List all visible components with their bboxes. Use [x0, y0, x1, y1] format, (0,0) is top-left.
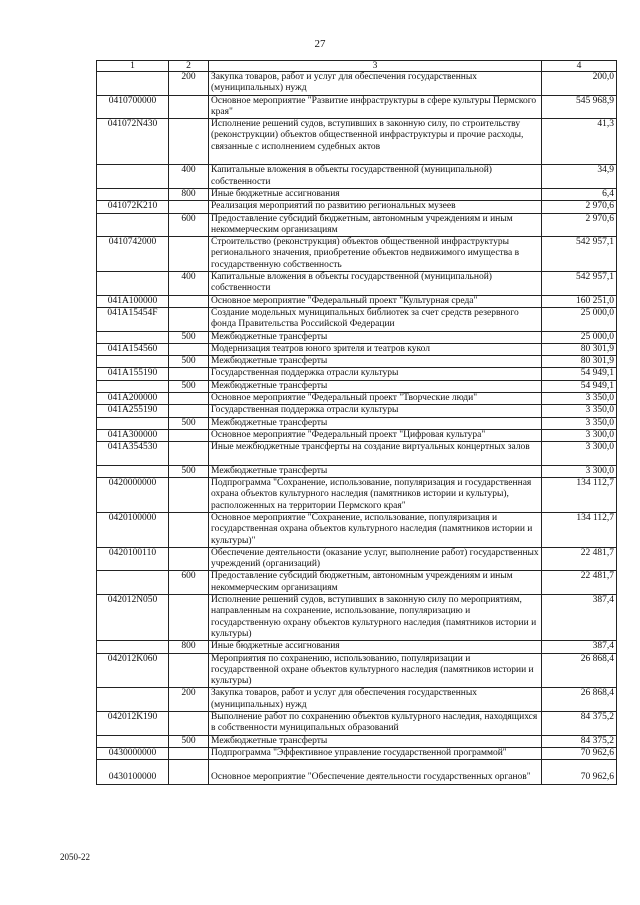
table-row [97, 735, 617, 747]
row-name-cell: Мероприятия по сохранению, использованию, популяризации и государственной охране объектов культурного наследия (памятников истории и культуры) [209, 653, 542, 688]
header-cell: 2 [169, 61, 209, 72]
row-code-cell: 041A255190 [97, 405, 169, 417]
row-type-cell [169, 595, 209, 641]
row-code-cell: 0430000000 [97, 747, 169, 759]
row-type-cell [169, 653, 209, 688]
row-code-cell: 042012N050 [97, 595, 169, 641]
row-name-cell: Предоставление субсидий бюджетным, автономным учреждениям и иным некоммерческим организациям [209, 213, 542, 237]
row-code-cell: 0420000000 [97, 478, 169, 513]
table-row [97, 547, 617, 571]
table-row [97, 512, 617, 547]
table-row [97, 295, 617, 307]
row-code-cell: 042012K190 [97, 712, 169, 736]
table-row [97, 380, 617, 392]
row-code-cell: 0420100000 [97, 512, 169, 547]
row-type-cell [169, 442, 209, 466]
row-code-cell [97, 272, 169, 296]
row-code-cell: 042012K060 [97, 653, 169, 688]
row-amount-cell: 54 949,1 [542, 380, 617, 392]
row-name-cell: Иные бюджетные ассигнования [209, 188, 542, 200]
table-row [97, 393, 617, 405]
row-name-cell: Межбюджетные трансферты [209, 380, 542, 392]
row-name-cell: Закупка товаров, работ и услуг для обеспечения государственных (муниципальных) нужд [209, 72, 542, 96]
table-row [97, 465, 617, 477]
row-code-cell: 041A200000 [97, 393, 169, 405]
row-amount-cell: 3 350,0 [542, 417, 617, 429]
row-code-cell [97, 735, 169, 747]
table-row [97, 688, 617, 712]
row-type-cell: 500 [169, 465, 209, 477]
row-name-cell: Закупка товаров, работ и услуг для обеспечения государственных (муниципальных) нужд [209, 688, 542, 712]
row-amount-cell: 542 957,1 [542, 237, 617, 272]
row-code-cell: 0430100000 [97, 760, 169, 784]
table-row [97, 343, 617, 355]
row-code-cell [97, 188, 169, 200]
row-code-cell: 041A300000 [97, 429, 169, 441]
table-row [97, 213, 617, 237]
row-name-cell: Межбюджетные трансферты [209, 331, 542, 343]
row-amount-cell: 80 301,9 [542, 356, 617, 368]
row-type-cell: 800 [169, 641, 209, 653]
table-header-row [97, 61, 617, 72]
row-name-cell: Основное мероприятие "Федеральный проект "Творческие люди" [209, 393, 542, 405]
row-type-cell [169, 429, 209, 441]
table-row [97, 641, 617, 653]
row-type-cell: 500 [169, 417, 209, 429]
row-amount-cell: 200,0 [542, 72, 617, 96]
row-amount-cell: 34,9 [542, 165, 617, 189]
table-row [97, 571, 617, 595]
row-amount-cell: 70 962,6 [542, 747, 617, 759]
row-amount-cell: 41,3 [542, 119, 617, 165]
table-row [97, 201, 617, 213]
row-amount-cell: 84 375,2 [542, 735, 617, 747]
row-name-cell: Иные бюджетные ассигнования [209, 641, 542, 653]
row-name-cell: Строительство (реконструкция) объектов общественной инфраструктуры регионального значения, приобретение объектов недвижимого имущества в государственную собственность [209, 237, 542, 272]
row-type-cell [169, 547, 209, 571]
row-amount-cell: 545 968,9 [542, 95, 617, 119]
row-name-cell: Капитальные вложения в объекты государственной (муниципальной) собственности [209, 165, 542, 189]
row-code-cell [97, 571, 169, 595]
row-amount-cell: 84 375,2 [542, 712, 617, 736]
row-type-cell [169, 237, 209, 272]
row-amount-cell: 22 481,7 [542, 547, 617, 571]
row-type-cell [169, 712, 209, 736]
table-row [97, 478, 617, 513]
row-name-cell: Капитальные вложения в объекты государственной (муниципальной) собственности [209, 272, 542, 296]
row-code-cell [97, 165, 169, 189]
table-row [97, 653, 617, 688]
row-name-cell: Исполнение решений судов, вступивших в законную силу по мероприятиям, направленным на сохранение, использование, популяризацию и государственную охрану объектов культурного наследия (памятников истории и культуры) [209, 595, 542, 641]
table-row [97, 760, 617, 784]
row-type-cell [169, 295, 209, 307]
row-amount-cell: 80 301,9 [542, 343, 617, 355]
table-row [97, 356, 617, 368]
row-type-cell: 600 [169, 571, 209, 595]
row-name-cell: Обеспечение деятельности (оказание услуг, выполнение работ) государственных учреждений (организаций) [209, 547, 542, 571]
row-code-cell [97, 417, 169, 429]
row-type-cell [169, 307, 209, 331]
header-cell: 4 [542, 61, 617, 72]
row-code-cell [97, 688, 169, 712]
row-name-cell: Основное мероприятие "Обеспечение деятельности государственных органов" [209, 760, 542, 784]
row-name-cell: Иные межбюджетные трансферты на создание виртуальных концертных залов [209, 442, 542, 466]
header-cell: 3 [209, 61, 542, 72]
table-row [97, 712, 617, 736]
row-amount-cell: 25 000,0 [542, 307, 617, 331]
row-type-cell [169, 119, 209, 165]
row-code-cell [97, 380, 169, 392]
row-code-cell: 0420100110 [97, 547, 169, 571]
row-amount-cell: 6,4 [542, 188, 617, 200]
row-name-cell: Основное мероприятие "Федеральный проект "Цифровая культура" [209, 429, 542, 441]
row-type-cell [169, 478, 209, 513]
row-code-cell [97, 356, 169, 368]
row-type-cell [169, 368, 209, 380]
row-code-cell: 041072N430 [97, 119, 169, 165]
row-amount-cell: 25 000,0 [542, 331, 617, 343]
row-name-cell: Создание модельных муниципальных библиотек за счет средств резервного фонда Правительства Российской Федерации [209, 307, 542, 331]
row-name-cell: Реализация мероприятий по развитию региональных музеев [209, 201, 542, 213]
row-amount-cell: 54 949,1 [542, 368, 617, 380]
table-row [97, 595, 617, 641]
row-amount-cell: 160 251,0 [542, 295, 617, 307]
row-amount-cell: 2 970,6 [542, 213, 617, 237]
row-name-cell: Государственная поддержка отрасли культуры [209, 368, 542, 380]
row-name-cell: Основное мероприятие "Развитие инфраструктуры в сфере культуры Пермского края" [209, 95, 542, 119]
row-name-cell: Основное мероприятие "Федеральный проект "Культурная среда" [209, 295, 542, 307]
row-amount-cell: 3 350,0 [542, 393, 617, 405]
page-number: 27 [314, 38, 326, 50]
row-name-cell: Межбюджетные трансферты [209, 735, 542, 747]
row-amount-cell: 3 300,0 [542, 429, 617, 441]
row-name-cell: Межбюджетные трансферты [209, 465, 542, 477]
table-row [97, 72, 617, 96]
row-type-cell: 600 [169, 213, 209, 237]
row-type-cell: 400 [169, 165, 209, 189]
row-type-cell [169, 95, 209, 119]
document-code: 2050-22 [60, 852, 90, 862]
row-amount-cell: 134 112,7 [542, 478, 617, 513]
row-code-cell: 0410742000 [97, 237, 169, 272]
table-row [97, 331, 617, 343]
table-row [97, 119, 617, 165]
row-name-cell: Исполнение решений судов, вступивших в законную силу, по строительству (реконструкции) объектов общественной инфраструктуры и прочие расходы, связанные с исполнением судебных актов [209, 119, 542, 165]
row-code-cell: 041072K210 [97, 201, 169, 213]
row-name-cell: Межбюджетные трансферты [209, 356, 542, 368]
row-type-cell: 500 [169, 735, 209, 747]
table-row [97, 95, 617, 119]
table-row [97, 237, 617, 272]
row-type-cell: 400 [169, 272, 209, 296]
row-amount-cell: 134 112,7 [542, 512, 617, 547]
row-type-cell: 500 [169, 380, 209, 392]
row-type-cell [169, 393, 209, 405]
row-type-cell [169, 405, 209, 417]
row-name-cell: Государственная поддержка отрасли культуры [209, 405, 542, 417]
row-name-cell: Подпрограмма "Сохранение, использование, популяризация и государственная охрана объектов культурного наследия (памятников истории и культуры), расположенных на территории Пермского края" [209, 478, 542, 513]
row-type-cell: 200 [169, 688, 209, 712]
row-amount-cell: 3 300,0 [542, 465, 617, 477]
row-amount-cell: 3 350,0 [542, 405, 617, 417]
row-name-cell: Предоставление субсидий бюджетным, автономным учреждениям и иным некоммерческим организациям [209, 571, 542, 595]
table-row [97, 188, 617, 200]
row-code-cell [97, 213, 169, 237]
row-type-cell [169, 512, 209, 547]
row-amount-cell: 22 481,7 [542, 571, 617, 595]
row-code-cell [97, 465, 169, 477]
header-cell: 1 [97, 61, 169, 72]
row-amount-cell: 387,4 [542, 641, 617, 653]
row-amount-cell: 70 962,6 [542, 760, 617, 784]
row-code-cell: 041A100000 [97, 295, 169, 307]
row-amount-cell: 3 300,0 [542, 442, 617, 466]
table-row [97, 442, 617, 466]
row-type-cell [169, 201, 209, 213]
row-type-cell: 500 [169, 356, 209, 368]
table-row [97, 747, 617, 759]
row-code-cell: 041A154560 [97, 343, 169, 355]
row-amount-cell: 2 970,6 [542, 201, 617, 213]
row-name-cell: Основное мероприятие "Сохранение, использование, популяризация и государственная охрана объектов культурного наследия (памятников истории и культуры)" [209, 512, 542, 547]
table-row [97, 429, 617, 441]
row-code-cell: 041A155190 [97, 368, 169, 380]
row-code-cell [97, 72, 169, 96]
table-row [97, 307, 617, 331]
row-type-cell [169, 760, 209, 784]
row-code-cell: 0410700000 [97, 95, 169, 119]
row-name-cell: Выполнение работ по сохранению объектов культурного наследия, находящихся в собственности муниципальных образований [209, 712, 542, 736]
row-type-cell [169, 343, 209, 355]
row-type-cell: 500 [169, 331, 209, 343]
row-amount-cell: 542 957,1 [542, 272, 617, 296]
row-amount-cell: 26 868,4 [542, 653, 617, 688]
table-row [97, 405, 617, 417]
row-type-cell: 200 [169, 72, 209, 96]
row-amount-cell: 387,4 [542, 595, 617, 641]
row-amount-cell: 26 868,4 [542, 688, 617, 712]
table-row [97, 272, 617, 296]
row-type-cell [169, 747, 209, 759]
row-code-cell [97, 331, 169, 343]
row-name-cell: Модернизация театров юного зрителя и театров кукол [209, 343, 542, 355]
table-row [97, 417, 617, 429]
table-row [97, 368, 617, 380]
table-row [97, 165, 617, 189]
row-type-cell: 800 [169, 188, 209, 200]
row-code-cell: 041A15454F [97, 307, 169, 331]
row-name-cell: Подпрограмма "Эффективное управление государственной программой" [209, 747, 542, 759]
row-code-cell: 041A354530 [97, 442, 169, 466]
row-name-cell: Межбюджетные трансферты [209, 417, 542, 429]
budget-table [96, 60, 617, 785]
row-code-cell [97, 641, 169, 653]
